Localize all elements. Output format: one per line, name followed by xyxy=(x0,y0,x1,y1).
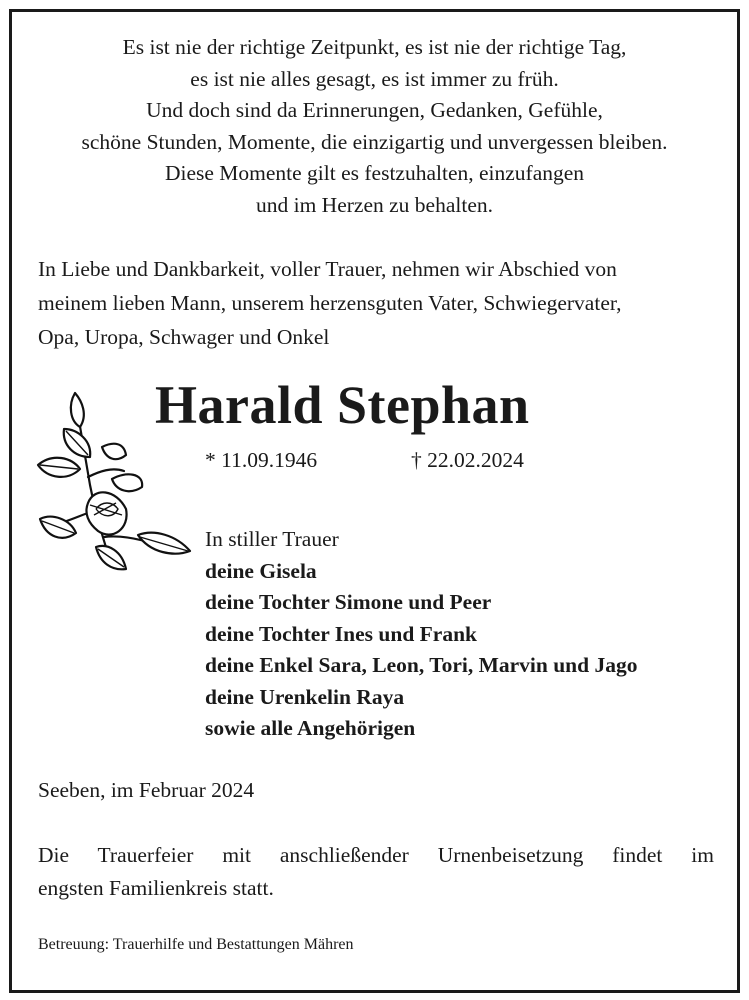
mourner-line: deine Urenkelin Raya xyxy=(205,684,405,709)
mourners-list xyxy=(205,524,637,745)
birth-date: * 11.09.1946 xyxy=(205,448,318,472)
intro-text xyxy=(38,252,714,354)
poem-line: schöne Stunden, Momente, die einzigartig und unvergessen bleiben. xyxy=(81,129,668,154)
place-date: Seeben, im Februar 2024 xyxy=(38,778,255,802)
poem-line: Diese Momente gilt es festzuhalten, einzufangen xyxy=(164,161,585,185)
intro-line: Opa, Uropa, Schwager und Onkel xyxy=(38,325,330,349)
mourner-line: deine Gisela xyxy=(205,558,317,583)
deceased-name: Harald Stephan xyxy=(155,375,530,435)
poem xyxy=(12,32,737,221)
mourner-line: deine Enkel Sara, Leon, Tori, Marvin und Jago xyxy=(205,653,638,677)
intro-line: meinem lieben Mann, unserem herzensguten Vater, Schwiegervater, xyxy=(38,291,622,315)
poem-line: Es ist nie der richtige Zeitpunkt, es ist nie der richtige Tag, xyxy=(122,35,627,59)
funeral-notice xyxy=(38,839,714,905)
funeral-line: Die Trauerfeier mit anschließender Urnenbeisetzung findet im xyxy=(38,843,714,867)
mourners-heading: In stiller Trauer xyxy=(205,527,339,551)
mourner-line: deine Tochter Ines und Frank xyxy=(205,621,478,646)
death-date: † 22.02.2024 xyxy=(411,448,524,472)
poem-line: und im Herzen zu behalten. xyxy=(255,192,493,217)
poem-line: es ist nie alles gesagt, es ist immer zu früh. xyxy=(190,66,559,91)
intro-line: In Liebe und Dankbarkeit, voller Trauer, nehmen wir Abschied von xyxy=(38,257,617,281)
poem-line: Und doch sind da Erinnerungen, Gedanken, Gefühle, xyxy=(146,98,603,122)
care-notice: Betreuung: Trauerhilfe und Bestattungen Mähren xyxy=(38,936,354,953)
funeral-line: engsten Familienkreis statt. xyxy=(38,876,274,900)
mourner-line: sowie alle Angehörigen xyxy=(205,716,416,740)
mourner-line: deine Tochter Simone und Peer xyxy=(205,590,492,614)
